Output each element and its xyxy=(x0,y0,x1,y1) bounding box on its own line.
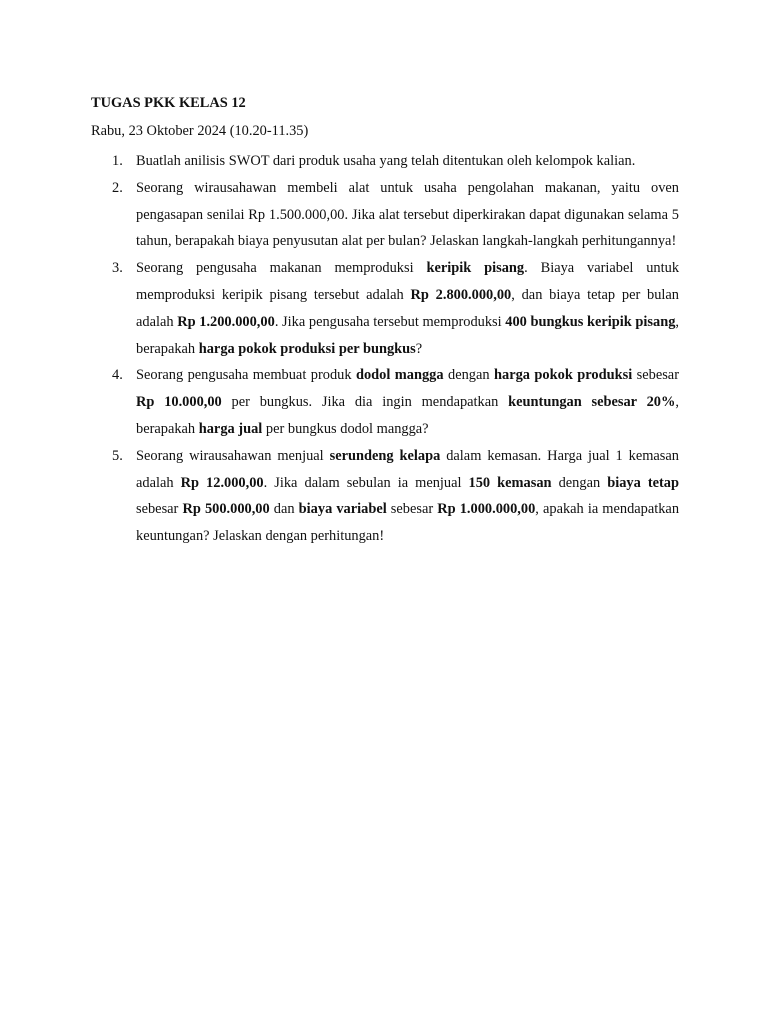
task-text-segment: ? xyxy=(415,340,423,357)
task-text-segment: sebesar xyxy=(136,501,183,518)
task-number: 3. xyxy=(112,260,123,277)
task-text-bold: harga pokok produksi xyxy=(494,367,633,384)
task-text-bold: Rp 1.200.000,00 xyxy=(177,313,275,330)
document-title: TUGAS PKK KELAS 12 xyxy=(91,95,246,111)
task-number: 4. xyxy=(112,367,123,384)
task-text-bold: Rp 12.000,00 xyxy=(180,474,264,491)
task-item xyxy=(91,362,679,442)
task-text-bold: 400 bungkus keripik pisang xyxy=(505,313,676,330)
task-number: 5. xyxy=(112,447,123,464)
task-item xyxy=(91,443,679,550)
task-text-bold: 150 kemasan xyxy=(468,474,552,491)
document-date: Rabu, 23 Oktober 2024 (10.20-11.35) xyxy=(91,123,309,139)
task-text-segment: , apakah ia mendapatkan keuntungan? Jelaskan dengan perhitungan! xyxy=(136,501,680,545)
task-text-segment: , dan biaya tetap per bulan adalah xyxy=(136,286,679,330)
task-text-bold: keuntungan sebesar 20% xyxy=(508,394,676,411)
task-number: 1. xyxy=(112,153,123,169)
task-text-bold: biaya variabel xyxy=(298,501,387,518)
task-text xyxy=(136,180,679,250)
task-item xyxy=(91,255,679,362)
task-text-bold: Rp 500.000,00 xyxy=(182,501,270,518)
task-text-bold: Rp 2.800.000,00 xyxy=(410,286,512,303)
task-text-bold: harga jual xyxy=(198,420,263,437)
task-text-segment: . Jika dalam sebulan ia menjual xyxy=(263,474,469,491)
task-text xyxy=(136,367,679,437)
task-text-segment: dan xyxy=(269,501,299,518)
task-text-segment: Seorang pengusaha makanan memproduksi xyxy=(136,260,427,277)
task-text-segment: Buatlah anilisis SWOT dari produk usaha yang telah ditentukan oleh kelompok kalian. xyxy=(136,153,636,169)
task-number: 2. xyxy=(112,179,123,196)
task-text-segment: . Biaya variabel untuk memproduksi keripik pisang tersebut adalah xyxy=(136,260,680,303)
task-text xyxy=(136,260,679,356)
task-text-segment: per bungkus dodol mangga? xyxy=(262,420,429,437)
task-text-segment: sebesar xyxy=(632,367,679,384)
task-text-segment: dengan xyxy=(443,367,495,384)
task-text xyxy=(136,448,679,544)
task-text-bold: keripik pisang xyxy=(426,260,525,277)
task-text-segment: Seorang wirausahawan menjual xyxy=(136,447,330,464)
task-text-segment: dengan xyxy=(551,474,608,491)
task-text-bold: harga pokok produksi per bungkus xyxy=(198,340,416,357)
task-text-segment: , berapakah xyxy=(136,313,680,357)
task-text-bold: Rp 10.000,00 xyxy=(136,394,222,411)
task-text xyxy=(136,153,635,169)
task-item xyxy=(91,175,679,255)
task-text-segment: , berapakah xyxy=(136,394,679,437)
task-text-segment: . Jika pengusaha tersebut memproduksi xyxy=(274,313,506,330)
task-text-bold: dodol mangga xyxy=(355,367,444,384)
task-text-segment: per bungkus. Jika dia ingin mendapatkan xyxy=(221,394,509,411)
task-text-bold: Rp 1.000.000,00 xyxy=(437,501,536,518)
task-text-bold: biaya tetap xyxy=(607,474,680,491)
task-list xyxy=(91,148,679,550)
task-text-segment: Seorang wirausahawan membeli alat untuk usaha pengolahan makanan, yaitu oven pengasapan senilai Rp 1.500.000,00. Jika alat tersebut diperkirakan dapat digunakan selama 5 tahun, berapakah biaya penyusutan alat per bulan? Jelaskan langkah-langkah perhitungannya! xyxy=(136,179,679,250)
task-text-segment: dalam kemasan. Harga jual 1 kemasan adalah xyxy=(136,447,679,491)
task-text-bold: serundeng kelapa xyxy=(329,447,441,464)
task-text-segment: sebesar xyxy=(386,501,438,518)
task-text-segment: Seorang pengusaha membuat produk xyxy=(136,367,356,384)
task-item xyxy=(91,148,679,175)
